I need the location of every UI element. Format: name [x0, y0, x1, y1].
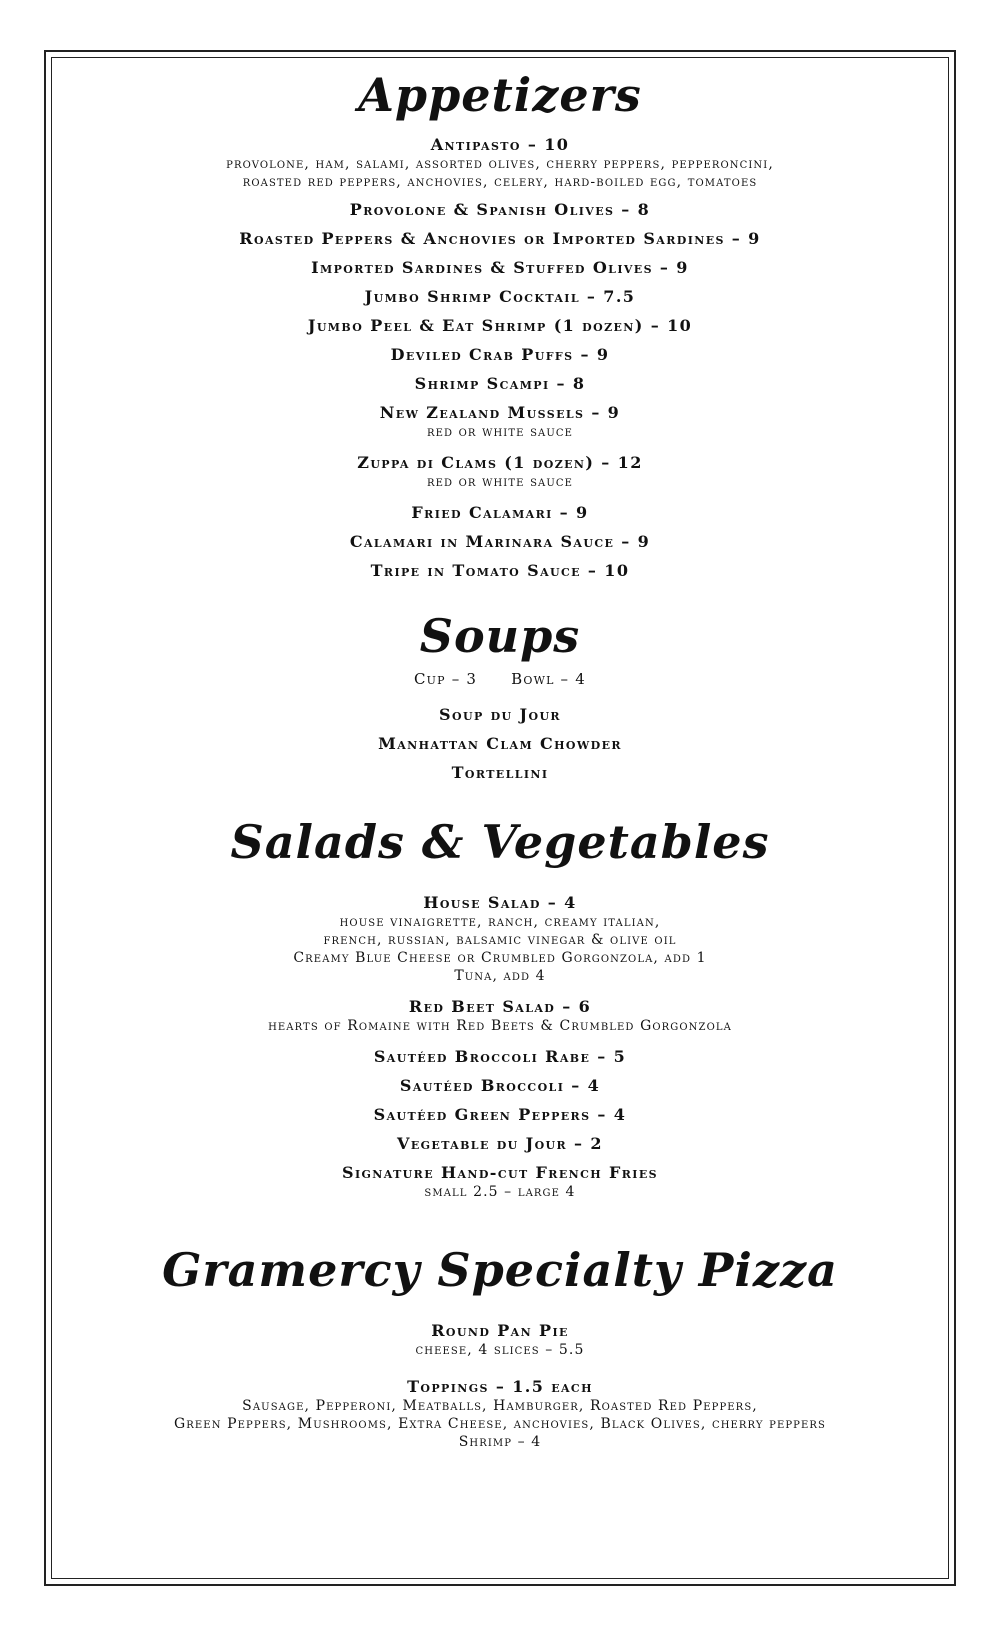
menu-item [51, 345, 949, 365]
menu-item [51, 374, 949, 394]
menu-item [51, 229, 949, 249]
item-description: roasted red peppers, anchovies, celery, hard-boiled egg, tomatoes [242, 174, 758, 190]
item-name: Sautéed Broccoli Rabe – 5 [373, 1047, 627, 1066]
item-description: red or white sauce [426, 424, 574, 440]
item-description: Sausage, Pepperoni, Meatballs, Hamburger, Roasted Red Peppers, [242, 1398, 758, 1414]
menu-item [51, 453, 949, 491]
menu-item [51, 1076, 949, 1096]
item-description: Green Peppers, Mushrooms, Extra Cheese, anchovies, Black Olives, cherry peppers [173, 1416, 826, 1432]
item-name: Deviled Crab Puffs – 9 [390, 345, 610, 364]
item-name: Zuppa di Clams (1 dozen) – 12 [357, 453, 643, 472]
menu-item [51, 135, 949, 191]
appetizers-title: Appetizers [358, 68, 642, 122]
menu-item [51, 561, 949, 581]
item-description: small 2.5 – large 4 [424, 1184, 576, 1200]
item-name: Tortellini [451, 763, 549, 782]
menu-item [51, 1163, 949, 1201]
menu-item [51, 532, 949, 552]
item-description: red or white sauce [426, 474, 574, 490]
menu-item [51, 893, 949, 985]
item-name: Imported Sardines & Stuffed Olives – 9 [311, 258, 689, 277]
item-description: Tuna, add 4 [454, 968, 546, 984]
item-description: Creamy Blue Cheese or Crumbled Gorgonzola, add 1 [293, 950, 707, 966]
menu-item [51, 734, 949, 754]
menu-item [51, 287, 949, 307]
item-name: House Salad – 4 [423, 893, 577, 912]
item-name: Tripe in Tomato Sauce – 10 [370, 561, 630, 580]
soups-title: Soups [419, 609, 581, 663]
item-name: Roasted Peppers & Anchovies or Imported Sardines – 9 [239, 229, 761, 248]
item-name: Jumbo Shrimp Cocktail – 7.5 [364, 287, 636, 306]
item-name: Sautéed Broccoli – 4 [399, 1076, 601, 1095]
menu-page [51, 57, 949, 1579]
menu-item [51, 1047, 949, 1067]
item-name: Round Pan Pie [431, 1321, 569, 1340]
item-description: house vinaigrette, ranch, creamy italian, [339, 914, 661, 930]
menu-item [51, 1134, 949, 1154]
item-name: Manhattan Clam Chowder [378, 734, 622, 753]
bowl-price: Bowl – 4 [511, 670, 586, 688]
menu-item [51, 997, 949, 1035]
salads-title: Salads & Vegetables [230, 815, 770, 869]
pizza-title: Gramercy Specialty Pizza [162, 1243, 838, 1297]
menu-item [51, 763, 949, 783]
menu-item [51, 1321, 949, 1359]
item-description: provolone, ham, salami, assorted olives, cherry peppers, pepperoncini, [226, 156, 774, 172]
menu-item [51, 200, 949, 220]
item-description: french, russian, balsamic vinegar & olive oil [323, 932, 677, 948]
menu-item [51, 1377, 949, 1451]
item-name: Vegetable du Jour – 2 [397, 1134, 603, 1153]
item-description: Shrimp – 4 [458, 1434, 542, 1450]
item-name: Calamari in Marinara Sauce – 9 [349, 532, 651, 551]
menu-item [51, 1105, 949, 1125]
menu-item [51, 403, 949, 441]
item-name: Fried Calamari – 9 [411, 503, 589, 522]
menu-item [51, 258, 949, 278]
item-name: Toppings – 1.5 each [407, 1377, 593, 1396]
item-name: Soup du Jour [439, 705, 561, 724]
cup-price: Cup – 3 [414, 670, 478, 688]
item-name: Antipasto – 10 [430, 135, 570, 154]
item-description: hearts of Romaine with Red Beets & Crumbled Gorgonzola [268, 1018, 732, 1034]
menu-item [51, 705, 949, 725]
item-name: Shrimp Scampi – 8 [414, 374, 586, 393]
item-description: cheese, 4 slices – 5.5 [415, 1342, 585, 1358]
menu-item [51, 503, 949, 523]
menu-item [51, 316, 949, 336]
item-name: Sautéed Green Peppers – 4 [373, 1105, 627, 1124]
item-name: Provolone & Spanish Olives – 8 [349, 200, 651, 219]
item-name: New Zealand Mussels – 9 [379, 403, 621, 422]
item-name: Jumbo Peel & Eat Shrimp (1 dozen) – 10 [307, 316, 693, 335]
soup-size-prices [51, 669, 949, 689]
item-name: Signature Hand-cut French Fries [342, 1163, 658, 1182]
item-name: Red Beet Salad – 6 [408, 997, 592, 1016]
